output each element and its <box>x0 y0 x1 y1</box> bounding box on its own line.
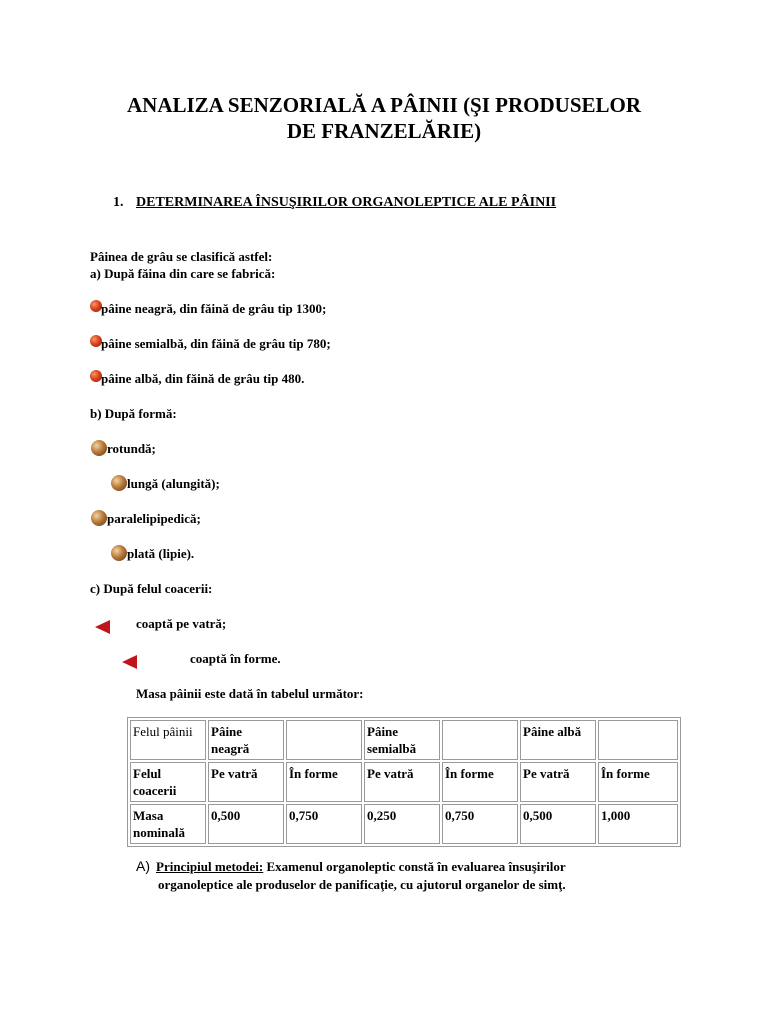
bronze-sphere-bullet-icon <box>91 510 107 526</box>
list-item: rotundă; <box>107 441 156 456</box>
section-heading <box>113 195 556 211</box>
red-triangle-bullet-icon <box>95 620 110 634</box>
bronze-sphere-bullet-icon <box>91 440 107 456</box>
table-cell: 0,500 <box>520 804 596 844</box>
principle-letter: A) <box>136 858 150 874</box>
table-intro: Masa pâinii este dată în tabelul următor: <box>136 686 364 701</box>
table-cell <box>598 720 678 760</box>
principle-text-continued: organoleptice ale produselor de panificaţie, cu ajutorul organelor de simţ. <box>158 877 566 892</box>
list-item: plată (lipie). <box>127 546 195 561</box>
bronze-sphere-bullet-icon <box>111 545 127 561</box>
classification-a-heading: a) După făina din care se fabrică: <box>90 266 276 281</box>
list-item: pâine albă, din făină de grâu tip 480. <box>101 371 305 386</box>
red-triangle-bullet-icon <box>122 655 137 669</box>
table-cell: Pâine semialbă <box>364 720 440 760</box>
section-number: 1. <box>113 195 124 210</box>
table-cell: În forme <box>286 762 362 802</box>
table-row <box>130 762 678 802</box>
table-cell: Masa nominală <box>130 804 206 844</box>
table-cell: Pâine albă <box>520 720 596 760</box>
table-cell: Pe vatră <box>208 762 284 802</box>
principle-label: Principiul metodei: <box>156 859 264 874</box>
table-cell: 0,250 <box>364 804 440 844</box>
table-cell: Felul coacerii <box>130 762 206 802</box>
list-item: pâine neagră, din făină de grâu tip 1300; <box>101 301 327 316</box>
table-cell: 0,750 <box>286 804 362 844</box>
table-cell: 1,000 <box>598 804 678 844</box>
classification-c-heading: c) După felul coacerii: <box>90 581 213 596</box>
table-cell <box>286 720 362 760</box>
list-item: pâine semialbă, din făină de grâu tip 780; <box>101 336 331 351</box>
bronze-sphere-bullet-icon <box>111 475 127 491</box>
title-line-1: ANALIZA SENZORIALĂ A PÂINII (ŞI PRODUSELOR <box>126 93 642 117</box>
list-item: coaptă în forme. <box>190 651 281 666</box>
classification-b-heading: b) După formă: <box>90 406 177 421</box>
list-item: paralelipipedică; <box>107 511 201 526</box>
method-principle <box>136 857 696 894</box>
table-row <box>130 720 678 760</box>
table-cell: Pâine neagră <box>208 720 284 760</box>
table-cell: În forme <box>442 762 518 802</box>
list-item: coaptă pe vatră; <box>136 616 227 631</box>
document-title <box>60 92 708 144</box>
list-item: lungă (alungită); <box>127 476 220 491</box>
table-cell: În forme <box>598 762 678 802</box>
table-cell <box>442 720 518 760</box>
table-row <box>130 804 678 844</box>
section-heading-text: DETERMINAREA ÎNSUŞIRILOR ORGANOLEPTICE ALE PÂINII <box>136 195 557 210</box>
principle-text: Examenul organoleptic constă în evaluarea însuşirilor <box>266 859 566 874</box>
table-cell: 0,500 <box>208 804 284 844</box>
intro-line: Pâinea de grâu se clasifică astfel: <box>90 249 273 264</box>
table-cell: Felul pâinii <box>130 720 206 760</box>
table-cell: 0,750 <box>442 804 518 844</box>
table-cell: Pe vatră <box>520 762 596 802</box>
bread-mass-table <box>127 717 681 847</box>
title-line-2: DE FRANZELĂRIE) <box>286 119 482 143</box>
table-cell: Pe vatră <box>364 762 440 802</box>
